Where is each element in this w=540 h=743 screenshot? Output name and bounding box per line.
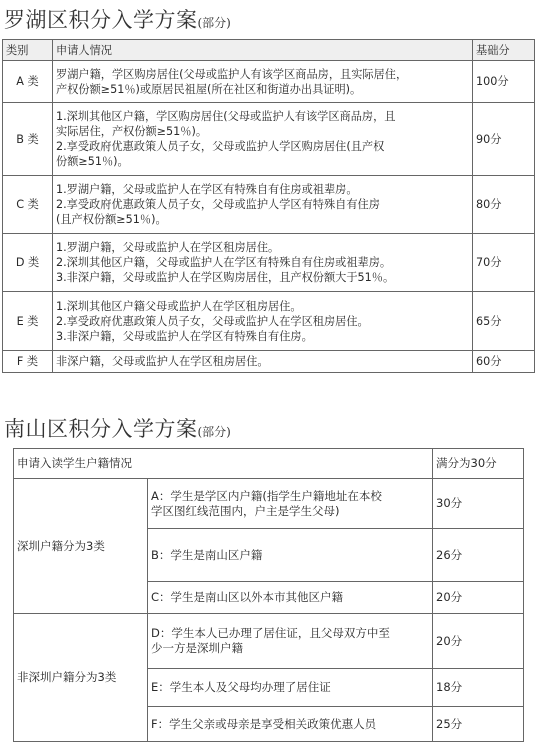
item-cell	[148, 614, 433, 669]
category-cell: F 类	[3, 351, 53, 373]
item-line: A：学生是学区内户籍(指学生户籍地址在本校	[151, 488, 382, 503]
item-cell	[148, 529, 433, 582]
table-row	[3, 292, 535, 351]
condition-line: 2.深圳其他区户籍，父母或监护人在学区有特殊自有住房或祖辈房。	[56, 256, 392, 269]
table-row	[3, 61, 535, 103]
category-cell: A 类	[3, 61, 53, 103]
condition-line: 实际居住，产权份额≥51％)。	[56, 125, 208, 138]
item-line: 学区图红线范围内，户主是学生父母)	[151, 503, 340, 518]
conditions-cell	[53, 176, 473, 234]
item-cell	[148, 582, 433, 614]
condition-line: 1.深圳其他区户籍，学区购房居住(父母或监护人有该学区商品房，且	[56, 110, 396, 123]
header-category: 类别	[3, 40, 53, 61]
score-cell: 90分	[473, 103, 535, 176]
conditions-cell	[53, 351, 473, 373]
score-cell: 60分	[473, 351, 535, 373]
score-cell: 20分	[433, 614, 524, 669]
score-cell: 65分	[473, 292, 535, 351]
table-row	[3, 103, 535, 176]
nanshan-heading	[4, 413, 231, 443]
item-cell	[148, 669, 433, 707]
luohu-subtitle: (部分)	[197, 16, 231, 30]
score-cell: 26分	[433, 529, 524, 582]
luohu-header-row	[3, 40, 535, 61]
luohu-title: 罗湖区积分入学方案	[4, 8, 198, 32]
score-cell: 80分	[473, 176, 535, 234]
score-cell: 18分	[433, 669, 524, 707]
item-cell	[148, 707, 433, 742]
condition-line: 2.享受政府优惠政策人员子女，父母或监护人学区有特殊自有住房	[56, 198, 380, 211]
condition-line: 产权份额≥51％)或原居民祖屋(所在社区和街道办出具证明)。	[56, 82, 362, 96]
table-row	[3, 176, 535, 234]
item-line: C：学生是南山区以外本市其他区户籍	[151, 590, 344, 604]
score-cell: 100分	[473, 61, 535, 103]
conditions-cell	[53, 103, 473, 176]
nanshan-title: 南山区积分入学方案	[4, 417, 198, 441]
condition-line: 1.深圳其他区户籍父母或监护人在学区租房居住。	[56, 299, 302, 313]
category-cell: B 类	[3, 103, 53, 176]
item-line: D：学生本人已办理了居住证，且父母双方中至	[151, 626, 390, 640]
category-cell: C 类	[3, 176, 53, 234]
luohu-heading	[4, 4, 231, 34]
condition-line: 份额≥51％)。	[56, 155, 129, 168]
conditions-cell	[53, 61, 473, 103]
header-student-household: 申请入读学生户籍情况	[14, 449, 433, 479]
score-cell: 30分	[433, 479, 524, 529]
table-row	[3, 234, 535, 292]
conditions-cell	[53, 292, 473, 351]
item-line: 少一方是深圳户籍	[151, 641, 243, 655]
header-applicant: 申请人情况	[53, 40, 473, 61]
item-cell	[148, 479, 433, 529]
condition-line: 非深户籍，父母或监护人在学区租房居住。	[56, 355, 269, 368]
table-row	[14, 479, 524, 529]
luohu-table	[2, 39, 535, 373]
group-label-cell: 非深圳户籍分为3类	[14, 614, 148, 742]
nanshan-header-row	[14, 449, 524, 479]
header-full-score: 满分为30分	[433, 449, 524, 479]
condition-line: 3.非深户籍，父母或监护人在学区有特殊自有住房。	[56, 329, 313, 343]
category-cell: E 类	[3, 292, 53, 351]
condition-line: 2.享受政府优惠政策人员子女，父母或监护人在学区租房居住。	[56, 314, 369, 328]
nanshan-table	[13, 448, 524, 742]
condition-line: 1.罗湖户籍，父母或监护人在学区租房居住。	[56, 241, 280, 254]
conditions-cell	[53, 234, 473, 292]
nanshan-subtitle: (部分)	[197, 425, 231, 439]
condition-line: 2.享受政府优惠政策人员子女，父母或监护人学区购房居住(且产权	[56, 140, 385, 153]
header-base-score: 基础分	[473, 40, 535, 61]
table-row	[3, 351, 535, 373]
score-cell: 70分	[473, 234, 535, 292]
condition-line: 3.非深户籍，父母或监护人在学区购房居住，且产权份额大于51％。	[56, 271, 395, 284]
item-line: E：学生本人及父母均办理了居住证	[151, 680, 331, 694]
table-row	[14, 614, 524, 669]
condition-line: (且产权份额≥51％)。	[56, 213, 167, 226]
condition-line: 罗湖户籍，学区购房居住(父母或监护人有该学区商品房，且实际居住，	[56, 67, 408, 81]
condition-line: 1.罗湖户籍，父母或监护人在学区有特殊自有住房或祖辈房。	[56, 183, 358, 196]
group-label-cell: 深圳户籍分为3类	[14, 479, 148, 614]
item-line: F：学生父亲或母亲是享受相关政策优惠人员	[151, 716, 377, 731]
score-cell: 20分	[433, 582, 524, 614]
category-cell: D 类	[3, 234, 53, 292]
score-cell: 25分	[433, 707, 524, 742]
item-line: B：学生是南山区户籍	[151, 547, 263, 562]
